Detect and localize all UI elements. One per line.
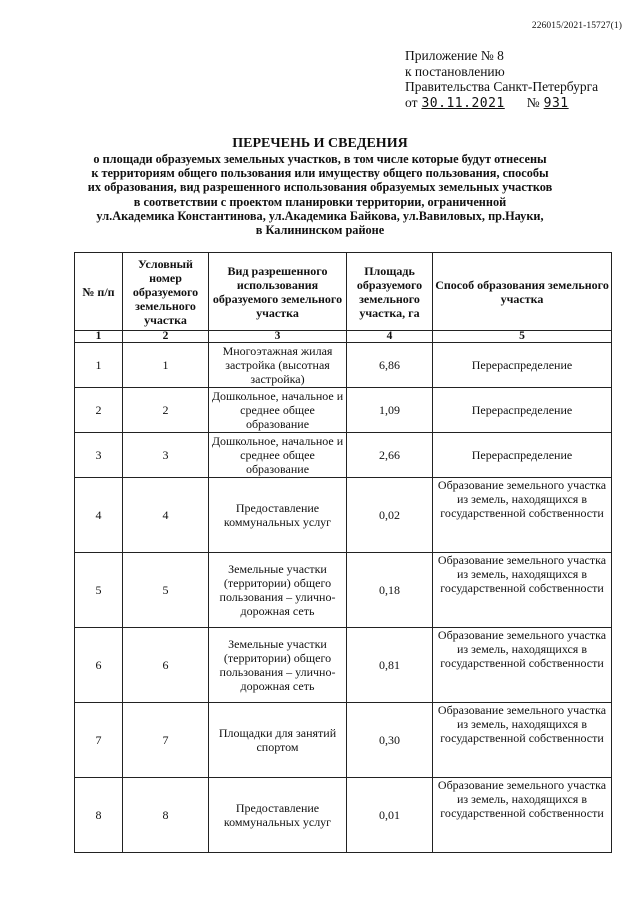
header-formation-method: Способ образования земельного участка <box>433 253 612 331</box>
cell-formation-method: Перераспределение <box>433 343 612 388</box>
appendix-resolution-label: к постановлению <box>405 63 505 79</box>
column-number: 2 <box>123 331 209 343</box>
cell-conditional-number: 6 <box>123 628 209 703</box>
table-row <box>75 778 612 853</box>
cell-row-number: 4 <box>75 478 123 553</box>
header-permitted-use: Вид разрешенного использования образуемого земельного участка <box>209 253 347 331</box>
header-area: Площадь образуемого земельного участка, га <box>347 253 433 331</box>
table-row <box>75 388 612 433</box>
cell-conditional-number: 4 <box>123 478 209 553</box>
table-row <box>75 703 612 778</box>
document-subtitle <box>60 152 580 237</box>
cell-area: 0,02 <box>347 478 433 553</box>
cell-area: 0,81 <box>347 628 433 703</box>
appendix-date-line <box>405 95 598 112</box>
subtitle-line: в соответствии с проектом планировки территории, ограниченной <box>133 194 507 209</box>
cell-area: 1,09 <box>347 388 433 433</box>
column-number: 5 <box>433 331 612 343</box>
cell-conditional-number: 7 <box>123 703 209 778</box>
document-title: ПЕРЕЧЕНЬ И СВЕДЕНИЯ <box>232 136 408 151</box>
column-number: 4 <box>347 331 433 343</box>
cell-area: 0,30 <box>347 703 433 778</box>
subtitle-line: о площади образуемых земельных участков, в том числе которые будут отнесены <box>93 152 547 166</box>
cell-permitted-use: Площадки для занятий спортом <box>209 703 347 778</box>
cell-row-number: 3 <box>75 433 123 478</box>
header-row-number: № п/п <box>75 253 123 331</box>
subtitle-line: к территориям общего пользования или имуществу общего пользования, способы <box>91 166 549 181</box>
land-plots-table <box>74 252 612 853</box>
cell-formation-method: Образование земельного участка из земель, находящихся в государственной собственности <box>433 478 612 553</box>
cell-area: 6,86 <box>347 343 433 388</box>
table-row <box>75 433 612 478</box>
table-column-numbers-row <box>75 331 612 343</box>
table-row <box>75 478 612 553</box>
cell-area: 2,66 <box>347 433 433 478</box>
cell-permitted-use: Предоставление коммунальных услуг <box>209 478 347 553</box>
number-label: № <box>526 94 540 110</box>
cell-formation-method: Образование земельного участка из земель, находящихся в государственной собственности <box>433 628 612 703</box>
cell-conditional-number: 5 <box>123 553 209 628</box>
appendix-government-label: Правительства Санкт-Петербурга <box>405 79 599 94</box>
cell-conditional-number: 1 <box>123 343 209 388</box>
cell-row-number: 8 <box>75 778 123 853</box>
column-number: 1 <box>75 331 123 343</box>
cell-permitted-use: Земельные участки (территории) общего пользования – улично-дорожная сеть <box>209 553 347 628</box>
cell-formation-method: Образование земельного участка из земель, находящихся в государственной собственности <box>433 553 612 628</box>
cell-permitted-use: Дошкольное, начальное и среднее общее образование <box>209 433 347 478</box>
cell-conditional-number: 8 <box>123 778 209 853</box>
resolution-number: 931 <box>543 95 569 111</box>
subtitle-line: их образования, вид разрешенного использования образуемых земельных участков <box>87 180 553 195</box>
resolution-date: 30.11.2021 <box>421 95 505 111</box>
appendix-title: Приложение № 8 <box>405 48 504 63</box>
cell-permitted-use: Земельные участки (территории) общего пользования – улично-дорожная сеть <box>209 628 347 703</box>
cell-permitted-use: Предоставление коммунальных услуг <box>209 778 347 853</box>
cell-conditional-number: 2 <box>123 388 209 433</box>
cell-formation-method: Образование земельного участка из земель, находящихся в государственной собственности <box>433 703 612 778</box>
cell-row-number: 7 <box>75 703 123 778</box>
table-header-row <box>75 253 612 331</box>
table-row <box>75 343 612 388</box>
subtitle-line: в Калининском районе <box>255 223 385 238</box>
table-row <box>75 628 612 703</box>
cell-permitted-use: Дошкольное, начальное и среднее общее образование <box>209 388 347 433</box>
column-number: 3 <box>209 331 347 343</box>
table-row <box>75 553 612 628</box>
cell-area: 0,18 <box>347 553 433 628</box>
cell-row-number: 2 <box>75 388 123 433</box>
cell-row-number: 6 <box>75 628 123 703</box>
cell-row-number: 1 <box>75 343 123 388</box>
cell-formation-method: Образование земельного участка из земель, находящихся в государственной собственности <box>433 778 612 853</box>
subtitle-line: ул.Академика Константинова, ул.Академика Байкова, ул.Вавиловых, пр.Науки, <box>96 208 544 223</box>
cell-row-number: 5 <box>75 553 123 628</box>
document-registration-number: 226015/2021-15727(1) <box>531 21 622 31</box>
header-conditional-number: Условный номер образуемого земельного участка <box>123 253 209 331</box>
cell-formation-method: Перераспределение <box>433 433 612 478</box>
appendix-block <box>405 48 598 111</box>
cell-permitted-use: Многоэтажная жилая застройка (высотная застройка) <box>209 343 347 388</box>
cell-conditional-number: 3 <box>123 433 209 478</box>
cell-formation-method: Перераспределение <box>433 388 612 433</box>
cell-area: 0,01 <box>347 778 433 853</box>
date-prefix: от <box>405 94 418 110</box>
